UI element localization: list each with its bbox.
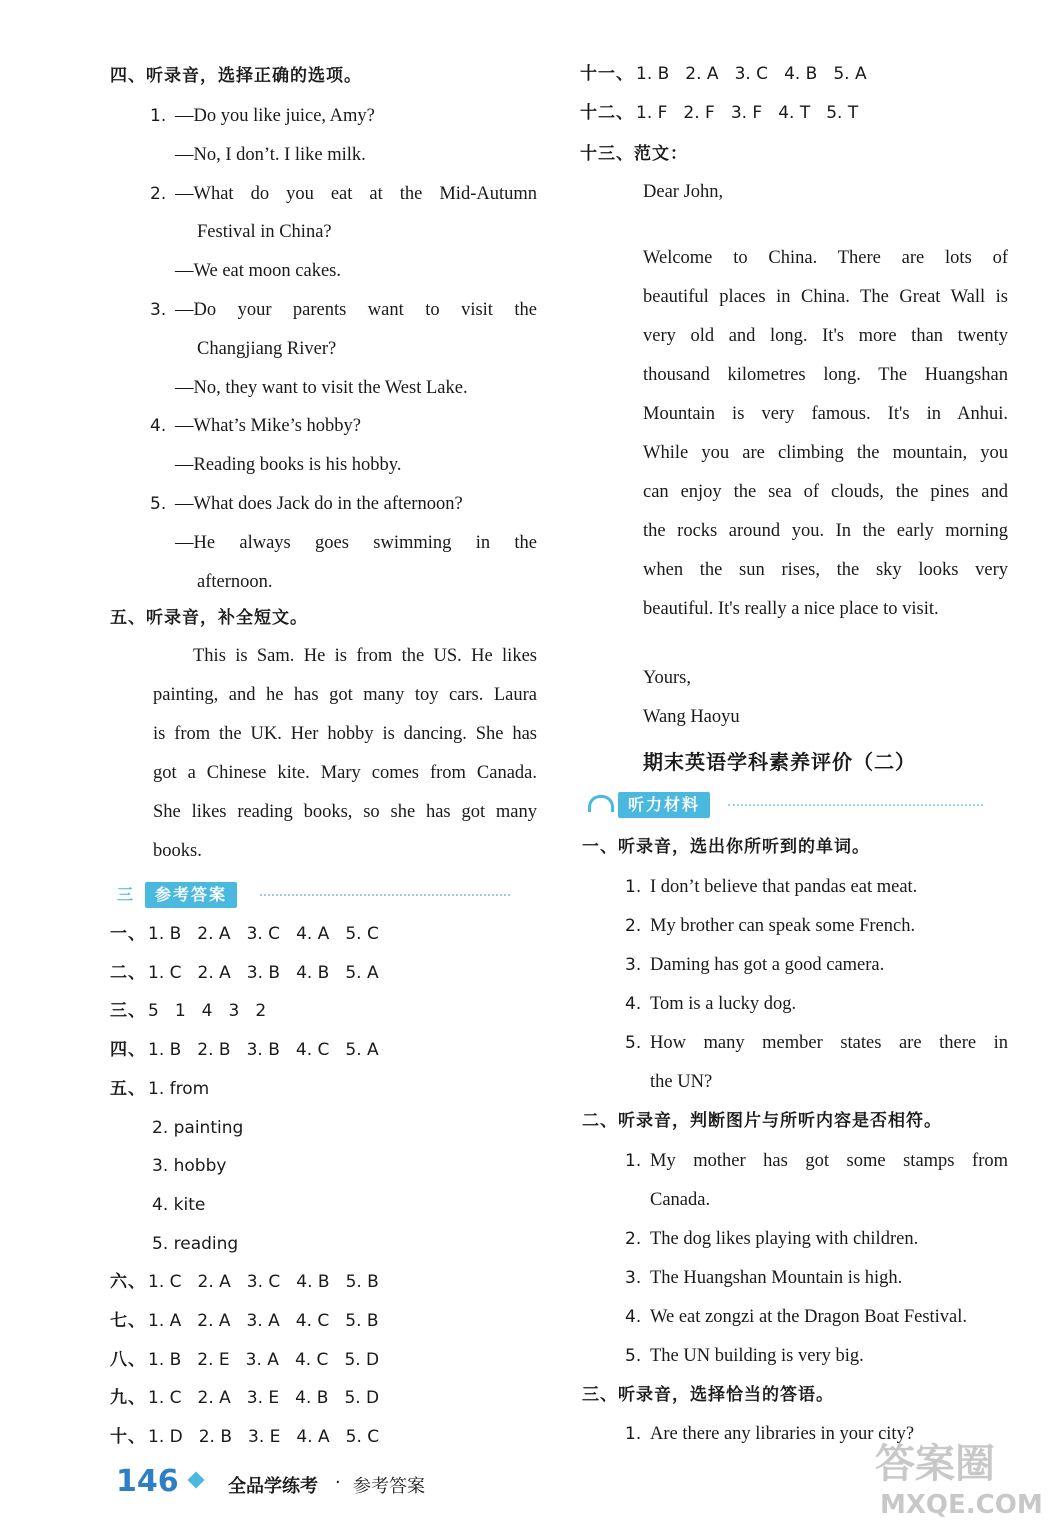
item-number: 2. [625, 916, 642, 936]
dialogue-line: —We eat moon cakes. [175, 261, 341, 282]
divider-dots [260, 894, 510, 896]
answer-key: 九、 [110, 1388, 146, 1409]
divider-dots [728, 804, 983, 806]
answer-value: 2. B [197, 1040, 231, 1061]
answer-value: 1. B [148, 924, 182, 944]
answer-value: 4. C [294, 1349, 329, 1370]
answer-key: 二、 [110, 962, 146, 983]
section-5-heading: 五、听录音，补全短文。 [110, 608, 308, 628]
answer-value: 4. kite [152, 1194, 206, 1215]
essay-signature: Wang Haoyu [643, 707, 740, 727]
answer-row [110, 1194, 221, 1216]
page-number: 146 [116, 1464, 179, 1499]
answer-value: 4. B [296, 1272, 330, 1293]
watermark-logo: 答案圈 [875, 1441, 995, 1487]
answer-key: 七、 [110, 1311, 146, 1331]
answer-row [110, 1000, 282, 1022]
essay-line: thousand kilometres long. The Huangshan [643, 365, 1008, 385]
answer-row [110, 1271, 395, 1293]
answer-value: 4. T [778, 103, 811, 123]
answer-value: 1. B [148, 1040, 182, 1061]
answer-value: 5. B [345, 1311, 379, 1331]
answer-value: 4. A [296, 1427, 330, 1448]
passage-line: is from the UK. Her hobby is dancing. She has [153, 723, 537, 744]
answer-value: 3. B [246, 1040, 280, 1061]
passage-line: This is Sam. He is from the US. He likes [193, 646, 537, 666]
answer-value: 3. E [246, 1388, 280, 1409]
answer-value: 1. F [636, 103, 668, 123]
footer-subtitle: 参考答案 [353, 1476, 425, 1497]
answer-row [110, 1155, 242, 1177]
answer-key: 四、 [110, 1040, 146, 1061]
item-number: 1. [625, 1151, 642, 1171]
part-2-heading: 二、听录音，判断图片与所听内容是否相符。 [582, 1111, 942, 1131]
answer-value: 4. C [295, 1040, 330, 1061]
answer-value: 2. E [197, 1349, 230, 1370]
essay-line: While you are climbing the mountain, you [643, 443, 1008, 463]
answer-value: 2. A [197, 924, 231, 944]
answer-value: 2. A [197, 962, 231, 983]
answer-value: 5. A [345, 1040, 379, 1061]
answer-value: 1 [174, 1001, 186, 1022]
answer-key: 十、 [110, 1427, 146, 1448]
answer-value: 4 [201, 1001, 213, 1022]
answer-value: 5. T [826, 103, 859, 123]
answer-row [110, 1387, 395, 1409]
item-text: Tom is a lucky dog. [650, 994, 797, 1014]
essay-line: when the sun rises, the sky looks very [643, 560, 1008, 580]
item-number: 2. [150, 183, 167, 204]
essay-line: Mountain is very famous. It's in Anhui. [643, 404, 1008, 424]
answer-value: 5. D [344, 1388, 380, 1409]
answer-value: 2. A [197, 1388, 231, 1409]
item-number: 2. [625, 1229, 642, 1249]
dialogue-line: —No, I don’t. I like milk. [175, 144, 366, 165]
answer-row [110, 1117, 259, 1139]
dialogue-line: —What does Jack do in the afternoon? [175, 494, 463, 514]
answer-value: 4. B [296, 962, 330, 983]
dialogue-line: —No, they want to visit the West Lake. [175, 377, 468, 398]
item-number: 5. [625, 1033, 642, 1053]
passage-line: painting, and he has got many toy cars. Laura [153, 684, 537, 705]
item-text: Daming has got a good camera. [650, 955, 885, 975]
answer-value: 1. B [148, 1349, 182, 1370]
answer-value: 1. C [148, 962, 182, 983]
footer-dot: · [335, 1472, 341, 1493]
answer-value: 5. reading [152, 1233, 239, 1254]
listening-material-label: 听力材料 [618, 792, 710, 818]
item-text: the UN? [650, 1072, 713, 1092]
answer-value: 2 [255, 1001, 267, 1022]
answer-value: 4. A [296, 924, 330, 944]
answer-row [110, 1426, 395, 1448]
essay-line: can enjoy the sea of clouds, the pines and [643, 482, 1008, 502]
item-text: The Huangshan Mountain is high. [650, 1268, 903, 1288]
answer-value: 1. D [148, 1427, 183, 1448]
answer-value: 2. A [685, 64, 719, 84]
answer-value: 3. A [246, 1311, 280, 1331]
answer-key: 六、 [110, 1272, 146, 1293]
item-text: The UN building is very big. [650, 1346, 864, 1366]
answer-value: 3 [228, 1001, 240, 1022]
answer-row [110, 1039, 395, 1061]
item-text: We eat zongzi at the Dragon Boat Festival. [650, 1307, 968, 1327]
answer-key: 十一、 [580, 64, 634, 84]
item-text: My brother can speak some French. [650, 916, 916, 936]
answer-value: 5 [148, 1001, 159, 1022]
answer-row [580, 102, 874, 124]
answer-row [110, 1349, 395, 1371]
passage-line: got a Chinese kite. Mary comes from Canada. [153, 762, 537, 783]
answer-value: 3. F [730, 103, 763, 123]
answer-value: 3. A [245, 1349, 279, 1370]
answer-value: 3. E [248, 1427, 281, 1448]
answer-value: 1. C [148, 1388, 182, 1409]
item-number: 1. [625, 877, 642, 897]
answer-value: 5. C [345, 924, 379, 944]
answer-row [580, 63, 883, 85]
dialogue-line: —Reading books is his hobby. [175, 455, 402, 476]
item-number: 4. [625, 994, 642, 1014]
essay-line: beautiful. It's really a nice place to visit. [643, 599, 939, 619]
answer-value: 2. A [197, 1272, 231, 1293]
dialogue-line: Changjiang River? [197, 338, 337, 359]
item-number: 5. [625, 1346, 642, 1366]
item-number: 4. [625, 1307, 642, 1327]
dialogue-line: —What do you eat at the Mid-Autumn [175, 183, 537, 204]
answer-row [110, 1233, 254, 1255]
item-number: 3. [150, 300, 167, 320]
answer-value: 5. B [345, 1272, 379, 1293]
dialogue-line: afternoon. [197, 571, 273, 592]
answer-value: 4. C [295, 1311, 330, 1331]
answer-key: 一、 [110, 924, 146, 944]
part-1-heading: 一、听录音，选出你所听到的单词。 [582, 837, 870, 857]
essay-salutation: Dear John, [643, 182, 724, 202]
answer-value: 5. C [345, 1427, 380, 1448]
item-number: 4. [150, 416, 167, 437]
answer-value: 2. F [683, 103, 715, 123]
answer-key-icon: 三 [115, 882, 131, 908]
answer-key: 八、 [110, 1349, 146, 1370]
answer-value: 1. from [148, 1078, 210, 1099]
essay-line: Welcome to China. There are lots of [643, 248, 1008, 268]
answer-key-label: 参考答案 [145, 882, 237, 908]
watermark-url: MXQE.COM [880, 1490, 1043, 1520]
dialogue-line: —What’s Mike’s hobby? [175, 416, 362, 437]
dialogue-line: Festival in China? [197, 222, 332, 243]
answer-value: 2. B [198, 1427, 233, 1448]
passage-line: She likes reading books, so she has got many [153, 801, 537, 822]
answer-value: 5. A [345, 962, 379, 983]
answer-value: 3. C [734, 64, 769, 84]
essay-line: beautiful places in China. The Great Wall is [643, 287, 1008, 307]
headphones-icon [588, 795, 614, 812]
item-text: My mother has got some stamps from [650, 1151, 1008, 1171]
essay-closing: Yours, [643, 668, 691, 688]
dialogue-line: —He always goes swimming in the [175, 532, 537, 553]
item-text: Canada. [650, 1190, 711, 1210]
answer-value: 5. D [344, 1349, 380, 1370]
answer-value: 1. C [148, 1272, 182, 1293]
answer-row [110, 1310, 395, 1332]
item-number: 3. [625, 955, 642, 975]
answer-value: 3. B [246, 962, 281, 983]
brand-name: 全品学练考 [228, 1476, 318, 1497]
answer-value: 2. A [197, 1311, 231, 1331]
dialogue-line: —Do your parents want to visit the [175, 300, 537, 320]
section-title: 期末英语学科素养评价（二） [643, 750, 916, 774]
dialogue-line: —Do you like juice, Amy? [175, 106, 375, 126]
answer-row [110, 923, 395, 945]
answer-value: 4. B [784, 64, 818, 84]
answer-value: 1. A [148, 1311, 182, 1331]
answer-value: 4. B [295, 1388, 329, 1409]
item-text: How many member states are there in [650, 1033, 1008, 1053]
diamond-icon [188, 1472, 205, 1489]
answer-key: 五、 [110, 1078, 146, 1099]
section-4-heading: 四、听录音，选择正确的选项。 [110, 66, 362, 86]
answer-row [110, 962, 395, 984]
item-number: 1. [625, 1424, 642, 1444]
answer-row [110, 1078, 225, 1100]
essay-label: 十三、范文： [580, 144, 688, 164]
essay-line: very old and long. It's more than twenty [643, 326, 1008, 346]
answer-value: 3. C [246, 924, 281, 944]
item-text: Are there any libraries in your city? [650, 1424, 915, 1444]
answer-key: 十二、 [580, 103, 634, 123]
answer-value: 5. A [833, 64, 867, 84]
part-3-heading: 三、听录音，选择恰当的答语。 [582, 1385, 834, 1405]
item-number: 1. [150, 106, 167, 126]
answer-value: 1. B [636, 64, 670, 84]
item-number: 5. [150, 494, 167, 514]
item-text: The dog likes playing with children. [650, 1229, 919, 1249]
answer-value: 2. painting [152, 1117, 244, 1138]
essay-line: the rocks around you. In the early morning [643, 521, 1008, 541]
item-number: 3. [625, 1268, 642, 1288]
item-text: I don’t believe that pandas eat meat. [650, 877, 918, 897]
answer-key: 三、 [110, 1001, 146, 1022]
answer-value: 3. C [246, 1272, 281, 1293]
answer-value: 3. hobby [152, 1156, 227, 1177]
passage-line: books. [153, 840, 202, 861]
